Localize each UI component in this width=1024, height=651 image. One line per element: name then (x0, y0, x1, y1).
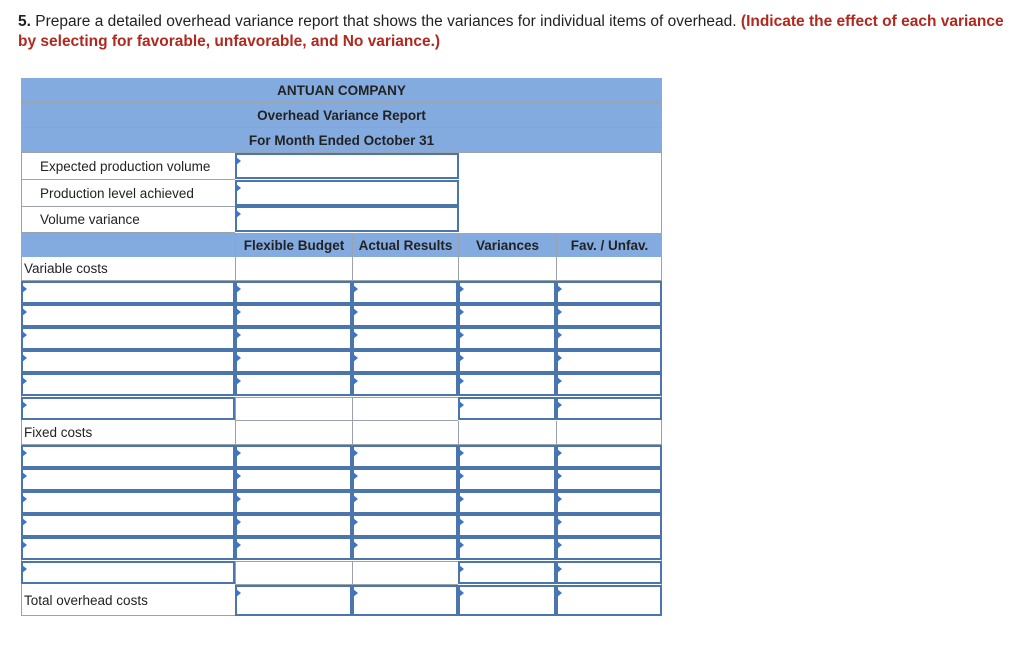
amount-input[interactable] (458, 327, 556, 350)
amount-input[interactable] (235, 537, 352, 560)
amount-input[interactable] (458, 445, 556, 468)
header-spacer (21, 233, 235, 257)
amount-input[interactable] (352, 491, 458, 514)
amount-input[interactable] (458, 468, 556, 491)
amount-input[interactable] (352, 304, 458, 327)
cost-item-input[interactable] (21, 537, 235, 560)
amount-input[interactable] (352, 327, 458, 350)
amount-input[interactable] (235, 468, 352, 491)
amount-input[interactable] (352, 468, 458, 491)
amount-input[interactable] (352, 281, 458, 304)
amount-input[interactable] (556, 327, 662, 350)
amount-input[interactable] (458, 373, 556, 396)
grid-line (556, 257, 557, 280)
amount-input[interactable] (556, 468, 662, 491)
amount-input[interactable] (556, 373, 662, 396)
cost-item-input[interactable] (21, 350, 235, 373)
report-period: For Month Ended October 31 (21, 128, 662, 153)
question-prompt (18, 12, 1018, 52)
amount-input[interactable] (235, 445, 352, 468)
grid-line (235, 561, 236, 584)
grid-line (235, 421, 236, 444)
amount-input[interactable] (235, 281, 352, 304)
variance-total-input[interactable] (458, 397, 556, 420)
grid-line (352, 257, 353, 280)
grid-line (235, 420, 458, 421)
volume-label: Production level achieved (40, 185, 194, 201)
cost-item-input[interactable] (21, 468, 235, 491)
fav-unfav-input[interactable] (556, 561, 662, 584)
report-title: Overhead Variance Report (21, 103, 662, 128)
total-amount-input[interactable] (235, 585, 352, 616)
total-overhead-label: Total overhead costs (24, 593, 148, 608)
column-header: Flexible Budget (235, 233, 352, 257)
question-number: 5. (18, 13, 31, 30)
cost-item-input[interactable] (21, 514, 235, 537)
cost-item-input[interactable] (21, 445, 235, 468)
amount-input[interactable] (458, 304, 556, 327)
cost-item-input[interactable] (21, 397, 235, 420)
amount-input[interactable] (458, 514, 556, 537)
amount-input[interactable] (556, 350, 662, 373)
cost-item-input[interactable] (21, 304, 235, 327)
column-header: Actual Results (352, 233, 458, 257)
grid-line (235, 561, 458, 562)
amount-input[interactable] (235, 491, 352, 514)
grid-line (235, 397, 458, 398)
amount-input[interactable] (458, 281, 556, 304)
company-name: ANTUAN COMPANY (21, 78, 662, 103)
cost-item-input[interactable] (21, 327, 235, 350)
fixed-costs-label: Fixed costs (24, 425, 93, 440)
amount-input[interactable] (352, 445, 458, 468)
volume-input[interactable] (235, 206, 459, 232)
volume-label: Volume variance (40, 211, 140, 227)
amount-input[interactable] (556, 304, 662, 327)
column-header: Fav. / Unfav. (556, 233, 662, 257)
variable-costs-label: Variable costs (24, 261, 108, 276)
grid-line (235, 257, 236, 280)
cost-item-input[interactable] (21, 561, 235, 584)
cost-item-input[interactable] (21, 281, 235, 304)
amount-input[interactable] (458, 491, 556, 514)
amount-input[interactable] (235, 327, 352, 350)
grid-line (556, 421, 557, 444)
amount-input[interactable] (352, 537, 458, 560)
amount-input[interactable] (556, 514, 662, 537)
cost-item-input[interactable] (21, 491, 235, 514)
total-amount-input[interactable] (556, 585, 662, 616)
amount-input[interactable] (352, 373, 458, 396)
amount-input[interactable] (458, 350, 556, 373)
question-instruction: (Indicate the effect of each variance by selecting for favorable, unfavorable, and No variance.) (18, 13, 1004, 50)
grid-line (458, 257, 459, 280)
volume-input[interactable] (235, 153, 459, 179)
amount-input[interactable] (556, 491, 662, 514)
fav-unfav-input[interactable] (556, 397, 662, 420)
grid-line (458, 421, 459, 444)
grid-line (235, 397, 236, 420)
amount-input[interactable] (235, 350, 352, 373)
grid-line (352, 397, 353, 420)
total-amount-input[interactable] (352, 585, 458, 616)
question-text: Prepare a detailed overhead variance report that shows the variances for individual items of overhead. (30, 13, 741, 30)
grid-line (352, 421, 353, 444)
volume-label: Expected production volume (40, 158, 211, 174)
amount-input[interactable] (352, 514, 458, 537)
amount-input[interactable] (556, 445, 662, 468)
amount-input[interactable] (235, 304, 352, 327)
amount-input[interactable] (352, 350, 458, 373)
amount-input[interactable] (556, 537, 662, 560)
grid-line (352, 561, 353, 584)
column-header: Variances (458, 233, 556, 257)
variance-total-input[interactable] (458, 561, 556, 584)
cost-item-input[interactable] (21, 373, 235, 396)
amount-input[interactable] (235, 373, 352, 396)
amount-input[interactable] (458, 537, 556, 560)
amount-input[interactable] (556, 281, 662, 304)
volume-input[interactable] (235, 180, 459, 206)
amount-input[interactable] (235, 514, 352, 537)
total-amount-input[interactable] (458, 585, 556, 616)
